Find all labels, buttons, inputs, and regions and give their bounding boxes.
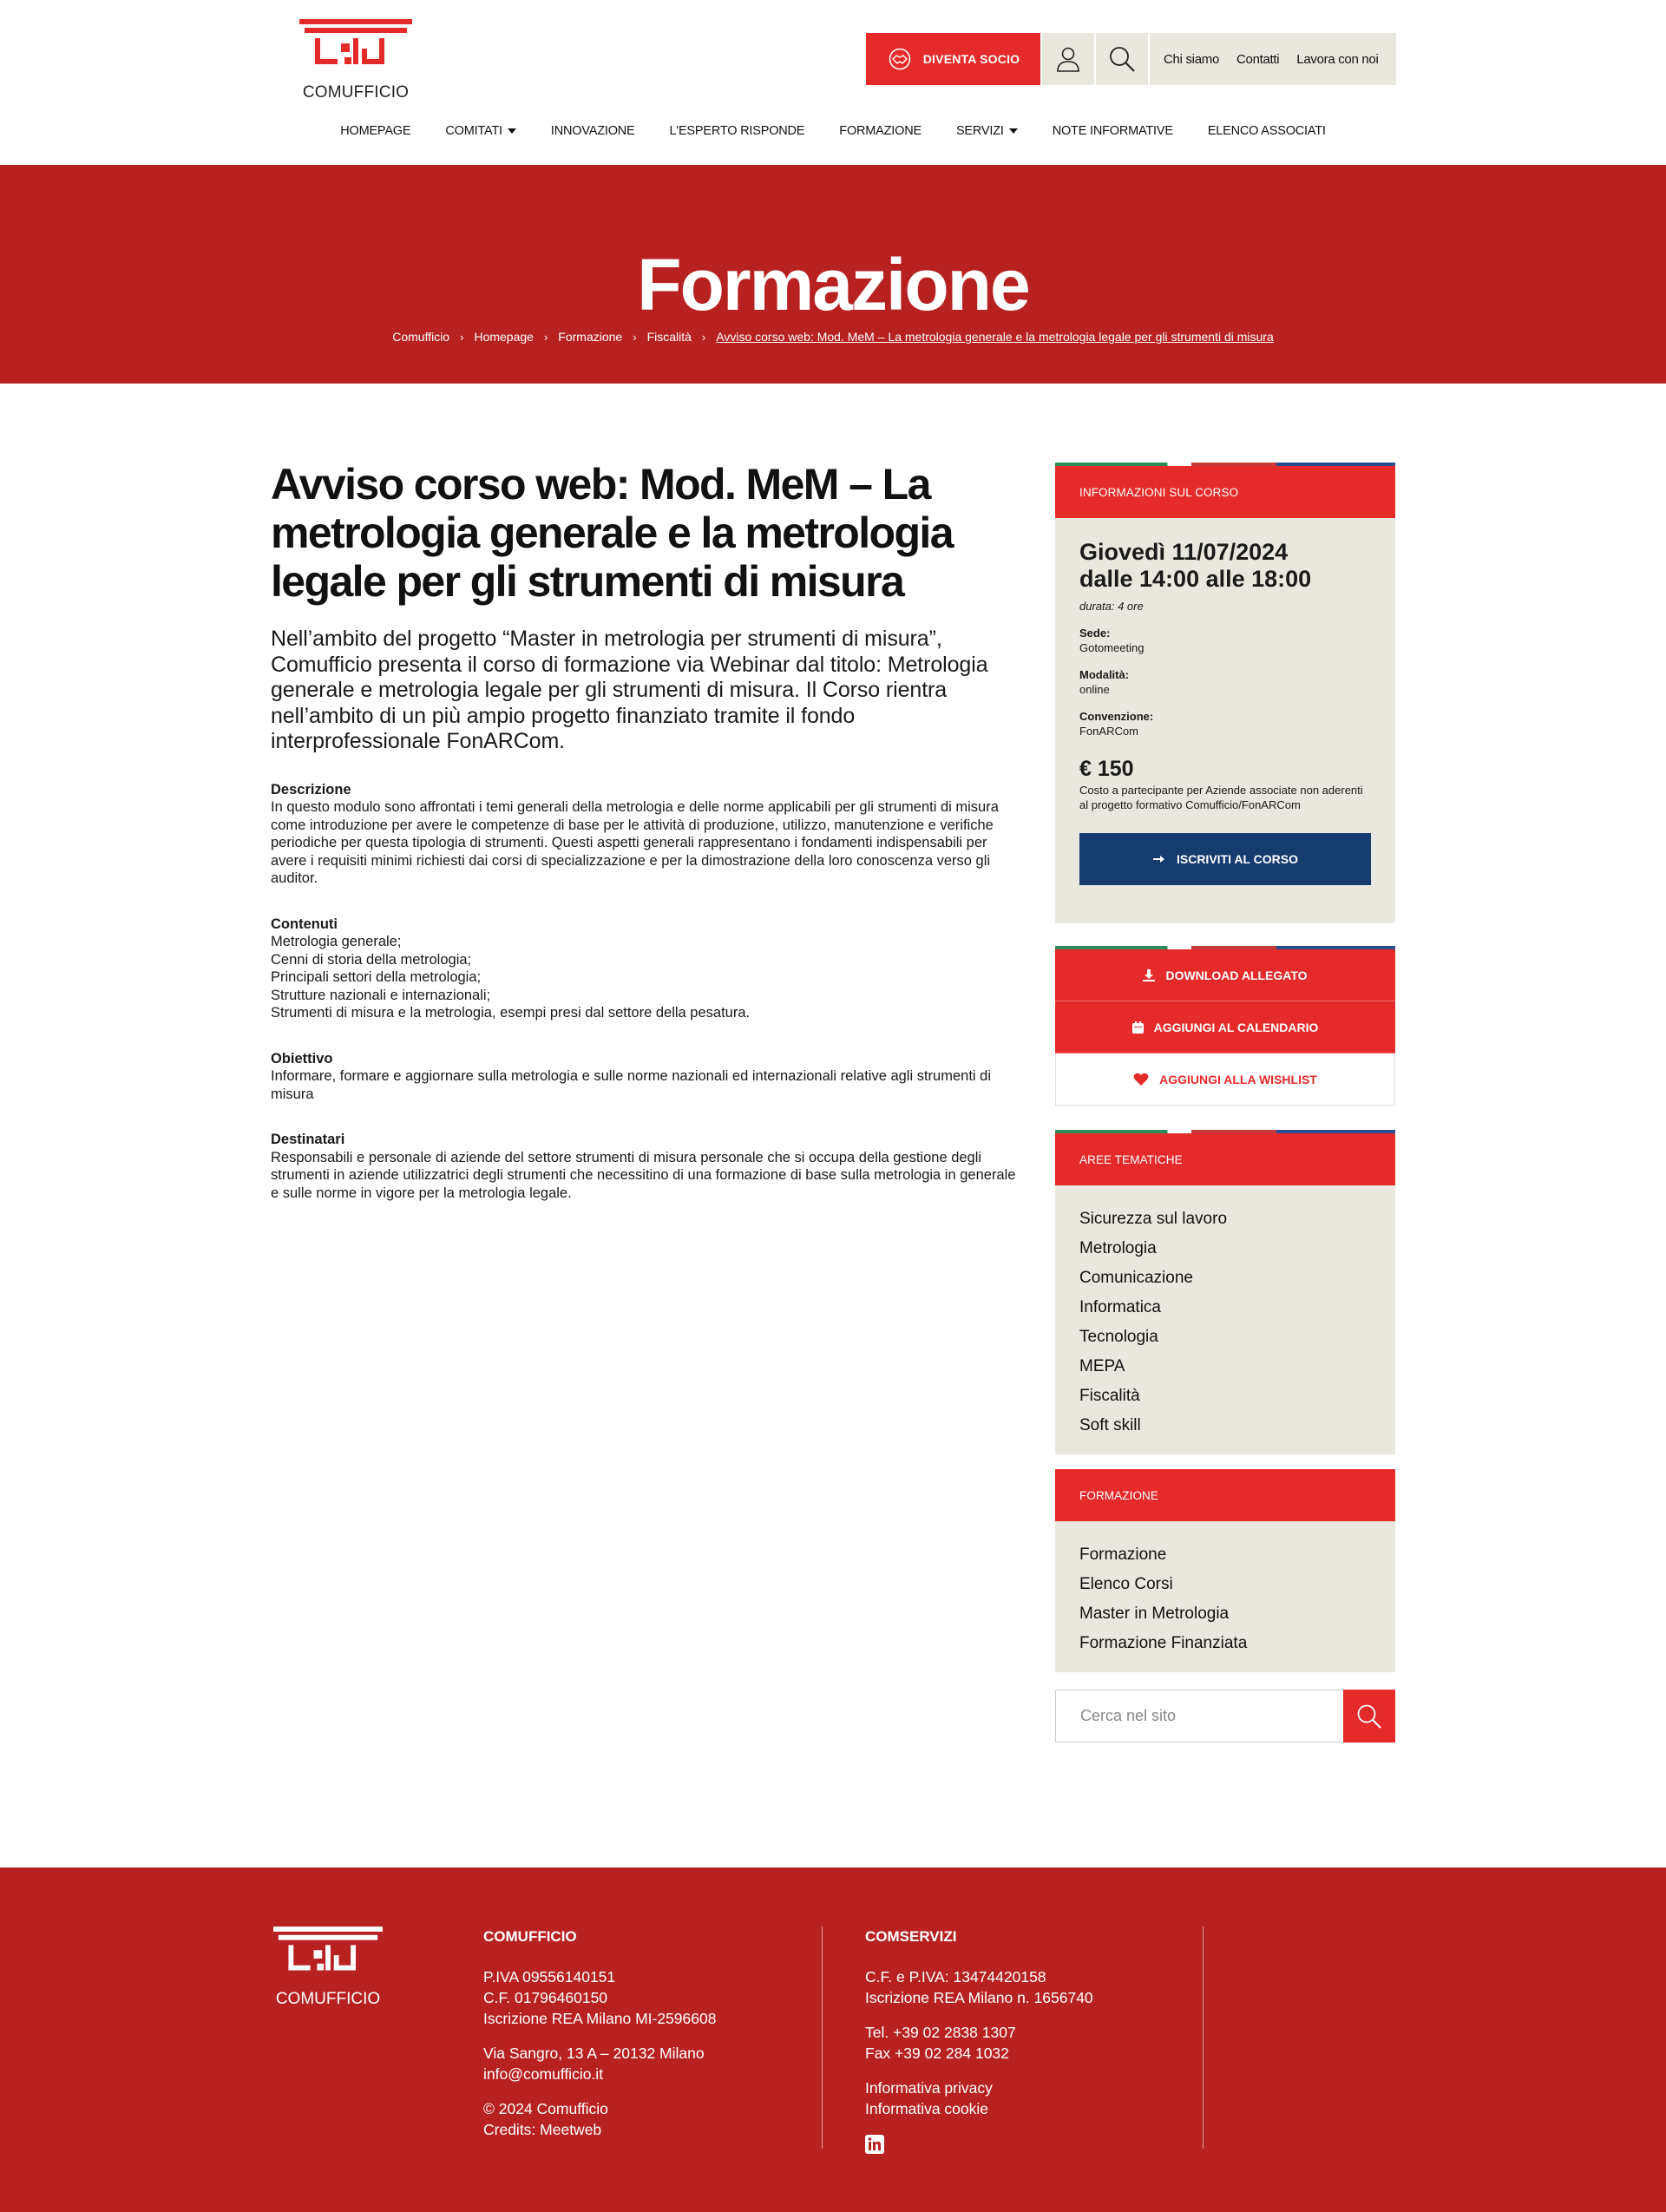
- section-text: Responsabili e personale di aziende del settore strumenti di misura personale che si occupa della gestione degli strumenti in aziende utilizzatrici degli strumenti che necessitino di una formazione di base sulla metrologia in generale e sulle norme in vigore per la metrologia legale.: [271, 1149, 1016, 1201]
- course-info-card: [1055, 463, 1395, 923]
- linkedin-icon: [865, 2135, 884, 2154]
- footer-credits-link[interactable]: Credits: Meetweb: [483, 2121, 602, 2138]
- area-item[interactable]: Informatica: [1079, 1298, 1161, 1316]
- nav-formazione-label: FORMAZIONE: [839, 124, 922, 138]
- section-title: Descrizione: [271, 781, 351, 798]
- area-item[interactable]: Tecnologia: [1079, 1328, 1158, 1346]
- chevron-right-icon: ›: [543, 330, 548, 344]
- footer-comservizi-column: [865, 1926, 1195, 2159]
- section-title: Obiettivo: [271, 1050, 333, 1067]
- download-label: DOWNLOAD ALLEGATO: [1165, 968, 1308, 982]
- calendar-label: AGGIUNGI AL CALENDARIO: [1153, 1020, 1319, 1034]
- footer-line: C.F. 01796460150: [483, 1989, 608, 2006]
- footer-divider: [822, 1926, 823, 2149]
- formazione-item[interactable]: Formazione: [1079, 1546, 1167, 1564]
- footer-logo[interactable]: [273, 1926, 383, 2010]
- nav-formazione[interactable]: [822, 124, 939, 138]
- logo-text: COMUFFICIO: [302, 83, 410, 102]
- footer-email-link[interactable]: info@comufficio.it: [483, 2065, 604, 2083]
- course-info-body: [1055, 518, 1395, 923]
- iscriviti-label: ISCRIVITI AL CORSO: [1176, 852, 1298, 866]
- footer-column-title: COMSERVIZI: [865, 1928, 957, 1945]
- link-contatti[interactable]: Contatti: [1236, 51, 1280, 67]
- nav-homepage[interactable]: [323, 124, 428, 138]
- nav-note-informative[interactable]: [1035, 124, 1190, 138]
- article-title: Avviso corso web: Mod. MeM – La metrologia generale e la metrologia legale per gli strumenti di misura: [271, 460, 953, 606]
- breadcrumb-item[interactable]: Comufficio: [392, 330, 450, 344]
- footer-line: © 2024 Comufficio: [483, 2100, 608, 2117]
- aree-tematiche-card: [1055, 1130, 1395, 1454]
- article: [271, 460, 1017, 1202]
- formazione-item[interactable]: Master in Metrologia: [1079, 1605, 1230, 1623]
- footer-line: P.IVA 09556140151: [483, 1968, 616, 1986]
- download-allegato-button[interactable]: [1055, 949, 1395, 1001]
- breadcrumb: [0, 330, 1666, 344]
- course-date-time: dalle 14:00 alle 18:00: [1079, 566, 1312, 592]
- page-title: Formazione: [637, 244, 1029, 325]
- footer-column-title: COMUFFICIO: [483, 1928, 577, 1945]
- formazione-item[interactable]: Elenco Corsi: [1079, 1575, 1173, 1593]
- nav-homepage-label: HOMEPAGE: [340, 124, 411, 138]
- section-line: Strutture nazionali e internazionali;: [271, 987, 491, 1003]
- area-item[interactable]: Fiscalità: [1079, 1387, 1140, 1405]
- nav-servizi-label: SERVIZI: [955, 124, 1004, 138]
- section-line: Cenni di storia della metrologia;: [271, 951, 472, 968]
- breadcrumb-item[interactable]: Formazione: [558, 330, 623, 344]
- section-title: Contenuti: [271, 916, 338, 932]
- chevron-right-icon: ›: [460, 330, 464, 344]
- link-chi-siamo[interactable]: Chi siamo: [1164, 51, 1219, 67]
- course-date: [1079, 539, 1371, 593]
- caret-down-icon: [1009, 128, 1018, 134]
- user-account-button[interactable]: [1040, 33, 1094, 85]
- chevron-right-icon: ›: [633, 330, 637, 344]
- nav-esperto-risponde[interactable]: [653, 124, 823, 138]
- search-input[interactable]: [1055, 1690, 1343, 1743]
- cookie-link[interactable]: Informativa cookie: [865, 2100, 989, 2117]
- aggiungi-wishlist-button[interactable]: [1055, 1053, 1395, 1106]
- card-header: INFORMAZIONI SUL CORSO: [1055, 466, 1395, 518]
- mode-value: online: [1079, 683, 1110, 696]
- footer-divider: [1203, 1926, 1204, 2149]
- nav-elenco-associati-label: ELENCO ASSOCIATI: [1207, 124, 1326, 138]
- nav-innovazione[interactable]: [534, 124, 653, 138]
- convention-value: FonARCom: [1079, 725, 1138, 738]
- card-header: FORMAZIONE: [1055, 1469, 1395, 1521]
- nav-comitati-label: COMITATI: [445, 124, 502, 138]
- footer-logo-text: COMUFFICIO: [275, 1990, 381, 2008]
- section-text: Informare, formare e aggiornare sulla metrologia e sulle norme nazionali ed internazionali relative agli strumenti di misura: [271, 1068, 992, 1102]
- price-note: Costo a partecipante per Aziende associate non aderenti al progetto formativo Comufficio/FonARCom: [1079, 784, 1363, 811]
- footer-line: Via Sangro, 13 A – 20132 Milano: [483, 2045, 705, 2062]
- nav-esperto-risponde-label: L'ESPERTO RISPONDE: [669, 124, 805, 138]
- area-item[interactable]: Metrologia: [1079, 1239, 1157, 1257]
- section-text: In questo modulo sono affrontati i temi generali della metrologia e delle norme applicabili per gli strumenti di misura come introduzione per avere le competenze di base per le attività di produzione, utilizzo, manutenzione e verifiche periodiche per questa tipologia di strumenti. Questi aspetti generali rappresentano i fondamenti indispensabili per avere i requisiti minimi richiesti dai corsi di specializzazione e per la dimostrazione della loro conoscenza verso gli auditor.: [271, 799, 999, 886]
- convention-label: Convenzione:: [1079, 710, 1154, 723]
- main-navigation: [0, 124, 1666, 138]
- nav-innovazione-label: INNOVAZIONE: [550, 124, 635, 138]
- breadcrumb-item[interactable]: Fiscalità: [646, 330, 692, 344]
- article-lead: Nell’ambito del progetto “Master in metrologia per strumenti di misura”, Comufficio presenta il corso di formazione via Webinar dal titolo: Metrologia generale e metrologia legale per gli strumenti di misura. Il Corso rientra nell’ambito di un più ampio progetto finanziato tramite il fondo interprofessionale FonARCom.: [271, 627, 988, 753]
- card-header: AREE TEMATICHE: [1055, 1133, 1395, 1185]
- mode-label: Modalità:: [1079, 668, 1130, 681]
- course-duration: durata: 4 ore: [1079, 600, 1144, 613]
- top-bar: [866, 33, 1396, 85]
- footer-line: C.F. e P.IVA: 13474420158: [865, 1968, 1046, 1986]
- section-title: Destinatari: [271, 1132, 345, 1147]
- footer-line: Iscrizione REA Milano n. 1656740: [865, 1989, 1093, 2006]
- footer: [0, 1867, 1666, 2212]
- caret-down-icon: [508, 128, 516, 134]
- aree-tematiche-list: [1055, 1185, 1395, 1454]
- search-icon: [1355, 1703, 1383, 1730]
- iscriviti-button[interactable]: [1079, 833, 1371, 885]
- search-submit-button[interactable]: [1343, 1690, 1395, 1743]
- hero-banner: [0, 165, 1666, 384]
- formazione-item[interactable]: Formazione Finanziata: [1079, 1634, 1248, 1652]
- venue-value: Gotomeeting: [1079, 641, 1145, 654]
- section-line: Metrologia generale;: [271, 934, 402, 949]
- logo-mark-icon: [299, 19, 412, 82]
- aggiungi-calendario-button[interactable]: [1055, 1001, 1395, 1053]
- wishlist-label: AGGIUNGI ALLA WISHLIST: [1159, 1072, 1317, 1086]
- diventa-socio-label: DIVENTA SOCIO: [922, 52, 1020, 66]
- calendar-icon: [1132, 1021, 1144, 1034]
- link-lavora-con-noi[interactable]: Lavora con noi: [1296, 51, 1379, 67]
- handshake-icon: [887, 48, 913, 70]
- user-icon: [1054, 45, 1082, 73]
- venue-label: Sede:: [1079, 627, 1111, 640]
- linkedin-link[interactable]: [865, 2135, 1195, 2159]
- footer-line: Iscrizione REA Milano MI-2596608: [483, 2010, 717, 2027]
- section-line: Principali settori della metrologia;: [271, 969, 482, 985]
- nav-comitati[interactable]: [428, 124, 534, 138]
- area-item[interactable]: Soft skill: [1079, 1416, 1141, 1434]
- search-toggle-button[interactable]: [1094, 33, 1148, 85]
- heart-icon: [1133, 1073, 1149, 1086]
- sign-in-icon: [1152, 852, 1166, 866]
- section-destinatari: [271, 1131, 1017, 1202]
- privacy-link[interactable]: Informativa privacy: [865, 2079, 993, 2097]
- download-icon: [1143, 969, 1155, 981]
- section-contenuti: [271, 916, 1017, 1022]
- breadcrumb-current[interactable]: Avviso corso web: Mod. MeM – La metrologia generale e la metrologia legale per gli strumenti di misura: [716, 330, 1274, 344]
- utility-links: [1148, 33, 1396, 85]
- nav-elenco-associati[interactable]: [1190, 124, 1343, 138]
- footer-comufficio-column: [483, 1926, 813, 2140]
- footer-fax: Fax +39 02 284 1032: [865, 2045, 1009, 2062]
- logo-mark-icon: [273, 1926, 383, 1987]
- nav-servizi[interactable]: [939, 124, 1035, 138]
- nav-note-informative-label: NOTE INFORMATIVE: [1052, 124, 1173, 138]
- footer-phone[interactable]: Tel. +39 02 2838 1307: [865, 2024, 1016, 2041]
- section-line: Strumenti di misura e la metrologia, esempi presi dal settore della pesatura.: [271, 1005, 751, 1021]
- chevron-right-icon: ›: [701, 330, 706, 344]
- area-item[interactable]: MEPA: [1079, 1357, 1125, 1375]
- comufficio-logo[interactable]: [299, 19, 412, 102]
- section-obiettivo: [271, 1050, 1017, 1104]
- course-date-day: Giovedì 11/07/2024: [1079, 539, 1289, 565]
- course-price: € 150: [1079, 757, 1134, 781]
- area-item[interactable]: Sicurezza sul lavoro: [1079, 1210, 1228, 1228]
- formazione-card: [1055, 1469, 1395, 1672]
- actions-card: [1055, 946, 1395, 1106]
- section-descrizione: [271, 781, 1017, 888]
- diventa-socio-button[interactable]: [866, 33, 1040, 85]
- area-item[interactable]: Comunicazione: [1079, 1269, 1193, 1287]
- site-search: [1055, 1690, 1395, 1743]
- formazione-list: [1055, 1521, 1395, 1672]
- breadcrumb-item[interactable]: Homepage: [474, 330, 534, 344]
- search-icon: [1107, 44, 1137, 74]
